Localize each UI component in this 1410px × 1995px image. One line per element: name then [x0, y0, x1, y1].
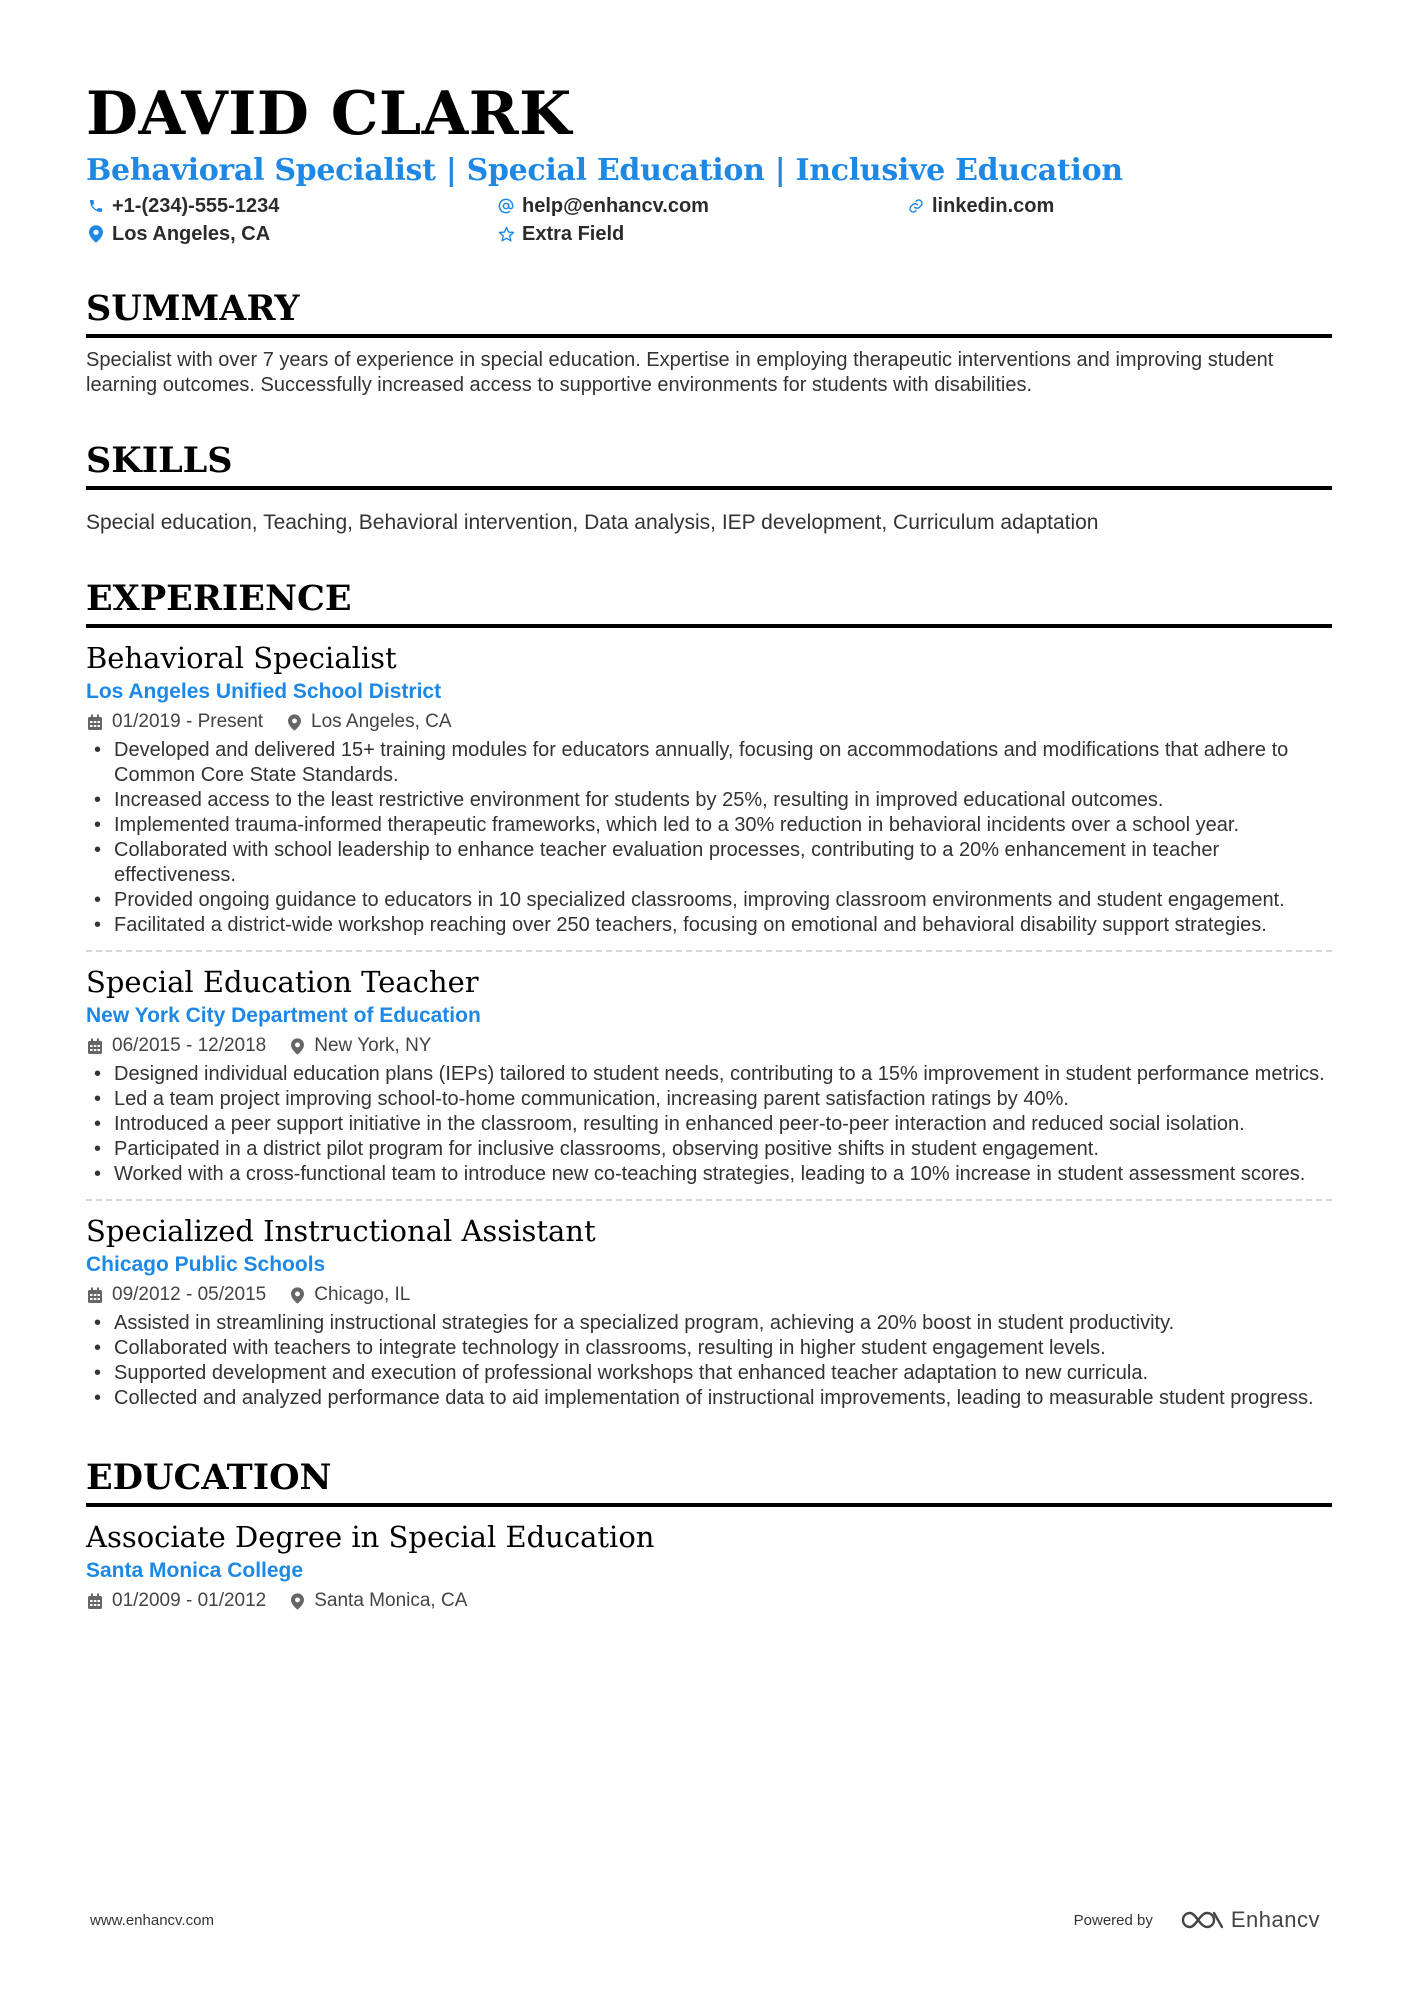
skills-text: Special education, Teaching, Behavioral intervention, Data analysis, IEP development, Curriculum adaptation [86, 511, 1099, 534]
job-dates: 09/2012 - 05/2015 [112, 1284, 267, 1305]
email-link[interactable]: help@enhancv.com [522, 194, 709, 217]
summary-text: Specialist with over 7 years of experience in special education. Expertise in employing therapeutic interventions and improving student learning outcomes. Successfully increased access to supportive environments for students with disabilities. [86, 349, 1274, 396]
entry-divider [86, 1199, 1332, 1201]
enhancv-logo-icon [1179, 1908, 1225, 1932]
section-divider [86, 486, 1332, 490]
powered-by [1074, 1907, 1320, 1933]
job-title: Specialized Instructional Assistant [86, 1214, 596, 1248]
job-location: Chicago, IL [314, 1284, 411, 1305]
contact-info [86, 194, 1332, 246]
job-title: Special Education Teacher [86, 965, 479, 999]
education-dates: 01/2009 - 01/2012 [112, 1590, 267, 1611]
page-footer [90, 1907, 1320, 1933]
contact-extra [496, 222, 906, 246]
list-item: • Provided ongoing guidance to educators in 10 specialized classrooms, improving classroom environments and student engagement. [86, 888, 1332, 913]
summary-heading: SUMMARY [86, 288, 300, 329]
calendar-icon [86, 713, 104, 731]
link-icon [906, 196, 926, 216]
job-title: Behavioral Specialist [86, 641, 397, 675]
map-pin-icon [86, 224, 106, 244]
job-bullets [86, 1062, 1332, 1187]
enhancv-logo[interactable] [1179, 1907, 1320, 1933]
list-item: • Collected and analyzed performance data to aid implementation of instructional improvements, leading to measurable student progress. [86, 1386, 1332, 1411]
resume-header [86, 80, 1332, 246]
map-pin-icon [285, 713, 303, 731]
job-meta [86, 1034, 1332, 1058]
experience-entry [86, 640, 1332, 938]
powered-by-label: Powered by [1073, 1911, 1153, 1929]
list-item: • Led a team project improving school-to-home communication, increasing parent satisfaction ratings by 40%. [86, 1087, 1332, 1112]
at-sign-icon [496, 196, 516, 216]
list-item: • Developed and delivered 15+ training modules for educators annually, focusing on accommodations and modifications that adhere to Common Core State Standards. [86, 738, 1332, 788]
footer-url[interactable]: www.enhancv.com [90, 1911, 214, 1929]
list-item: • Increased access to the least restrictive environment for students by 25%, resulting in improved educational outcomes. [86, 788, 1332, 813]
section-divider [86, 1503, 1332, 1507]
list-item: • Worked with a cross-functional team to introduce new co-teaching strategies, leading to a 10% increase in student assessment scores. [86, 1162, 1332, 1187]
contact-phone [86, 194, 496, 218]
skills-heading: SKILLS [86, 440, 233, 481]
enhancv-brand-text: Enhancv [1230, 1907, 1320, 1932]
list-item: • Supported development and execution of professional workshops that enhanced teacher adaptation to new curricula. [86, 1361, 1332, 1386]
list-item: • Implemented trauma-informed therapeutic frameworks, which led to a 30% reduction in behavioral incidents over a school year. [86, 813, 1332, 838]
job-location: Los Angeles, CA [311, 711, 452, 732]
job-bullets [86, 1311, 1332, 1411]
list-item: • Participated in a district pilot program for inclusive classrooms, observing positive shifts in student engagement. [86, 1137, 1332, 1162]
map-pin-icon [288, 1037, 306, 1055]
job-bullets [86, 738, 1332, 938]
job-meta [86, 1283, 1332, 1307]
job-location: New York, NY [314, 1035, 432, 1056]
section-divider [86, 624, 1332, 628]
degree-title: Associate Degree in Special Education [86, 1520, 655, 1554]
list-item: • Introduced a peer support initiative in the classroom, resulting in enhanced peer-to-peer interaction and reduced social isolation. [86, 1112, 1332, 1137]
calendar-icon [86, 1037, 104, 1055]
entry-divider [86, 950, 1332, 952]
company-name: New York City Department of Education [86, 1004, 481, 1027]
list-item: • Assisted in streamlining instructional strategies for a specialized program, achieving a 20% boost in student productivity. [86, 1311, 1332, 1336]
linkedin-link[interactable]: linkedin.com [932, 194, 1055, 217]
map-pin-icon [288, 1592, 306, 1610]
phone-icon [86, 196, 106, 216]
experience-entry [86, 964, 1332, 1187]
education-entry [86, 1519, 1332, 1613]
experience-section [86, 578, 1332, 1411]
section-divider [86, 334, 1332, 338]
list-item: • Collaborated with teachers to integrate technology in classrooms, resulting in higher student engagement levels. [86, 1336, 1332, 1361]
calendar-icon [86, 1286, 104, 1304]
calendar-icon [86, 1592, 104, 1610]
job-dates: 01/2019 - Present [112, 711, 264, 732]
star-icon [496, 224, 516, 244]
experience-heading: EXPERIENCE [86, 578, 352, 619]
list-item: • Facilitated a district-wide workshop reaching over 250 teachers, focusing on emotional and behavioral disability support strategies. [86, 913, 1332, 938]
extra-field-text: Extra Field [522, 222, 625, 245]
experience-entry [86, 1213, 1332, 1411]
contact-email[interactable] [496, 194, 906, 218]
education-meta [86, 1589, 1332, 1613]
company-name: Los Angeles Unified School District [86, 680, 442, 703]
candidate-name: DAVID CLARK [86, 79, 572, 149]
job-meta [86, 710, 1332, 734]
summary-section [86, 288, 1332, 398]
contact-linkedin[interactable] [906, 194, 1306, 218]
candidate-tagline: Behavioral Specialist | Special Education | Inclusive Education [86, 153, 1123, 188]
contact-location [86, 222, 496, 246]
location-text: Los Angeles, CA [112, 222, 271, 245]
school-name: Santa Monica College [86, 1559, 304, 1582]
resume-page [86, 80, 1332, 1613]
education-heading: EDUCATION [86, 1457, 332, 1498]
company-name: Chicago Public Schools [86, 1253, 326, 1276]
phone-text: +1-(234)-555-1234 [112, 194, 280, 217]
job-dates: 06/2015 - 12/2018 [112, 1035, 267, 1056]
map-pin-icon [288, 1286, 306, 1304]
list-item: • Designed individual education plans (IEPs) tailored to student needs, contributing to a 15% improvement in student performance metrics. [86, 1062, 1332, 1087]
education-location: Santa Monica, CA [314, 1590, 468, 1611]
education-section [86, 1457, 1332, 1613]
list-item: • Collaborated with school leadership to enhance teacher evaluation processes, contributing to a 20% enhancement in teacher effectiveness. [86, 838, 1332, 888]
skills-section [86, 440, 1332, 536]
